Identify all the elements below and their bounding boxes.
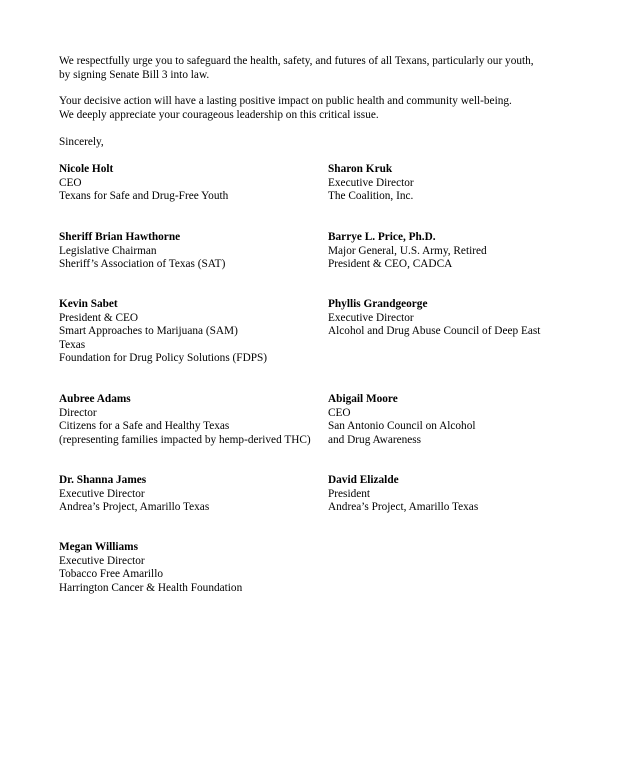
signatory-title: Executive Director [328, 176, 414, 189]
signatory-name: Kevin Sabet [59, 298, 118, 310]
signatory-name: Aubree Adams [59, 393, 131, 405]
signatory-organization: Andrea’s Project, Amarillo Texas [328, 501, 479, 513]
signatory-name: Megan Williams [59, 541, 138, 553]
signatory-note: (representing families impacted by hemp-derived THC) [59, 433, 311, 446]
appreciation-paragraph-line: We deeply appreciate your courageous leadership on this critical issue. [59, 108, 379, 121]
signature-block-aubree-adams [59, 393, 311, 447]
signature-block-kevin-sabet [59, 298, 267, 366]
signatory-organization: Tobacco Free Amarillo [59, 568, 163, 580]
appreciation-paragraph-line: Your decisive action will have a lasting positive impact on public health and community well-being. [59, 95, 512, 107]
signatory-title: Legislative Chairman [59, 244, 157, 257]
signature-block-brian-hawthorne [59, 231, 225, 272]
signatory-name: Nicole Holt [59, 163, 114, 175]
signature-block-phyllis-grandgeorge [328, 298, 540, 339]
signatory-name: Phyllis Grandgeorge [328, 298, 428, 310]
closing-text: Sincerely, [59, 136, 104, 148]
closing-salutation [59, 136, 569, 150]
signatory-name: David Elizalde [328, 474, 399, 486]
signatory-title: Executive Director [59, 487, 145, 500]
signatory-organization: San Antonio Council on Alcohol [328, 420, 476, 432]
signatory-title: Director [59, 406, 97, 419]
signatory-organization: and Drug Awareness [328, 433, 422, 446]
signatory-title: President & CEO [59, 311, 139, 324]
signatory-organization: Citizens for a Safe and Healthy Texas [59, 420, 230, 432]
signatory-title: Major General, U.S. Army, Retired [328, 244, 487, 257]
urge-paragraph [59, 55, 569, 82]
signatory-name: Sharon Kruk [328, 163, 393, 175]
signatory-organization: Texas [59, 338, 86, 351]
signature-block-sharon-kruk [328, 163, 414, 204]
signatory-name: Abigail Moore [328, 393, 398, 405]
appreciation-paragraph [59, 95, 569, 122]
signatory-organization: Smart Approaches to Marijuana (SAM) [59, 325, 238, 337]
signatory-name: Dr. Shanna James [59, 474, 147, 486]
signatory-organization: Texans for Safe and Drug-Free Youth [59, 190, 229, 202]
signatory-organization: President & CEO, CADCA [328, 258, 453, 270]
signatory-organization: Sheriff’s Association of Texas (SAT) [59, 258, 226, 270]
signature-block-nicole-holt [59, 163, 228, 204]
signatory-organization: Harrington Cancer & Health Foundation [59, 581, 243, 594]
signatory-title: CEO [328, 406, 351, 419]
urge-paragraph-line: We respectfully urge you to safeguard the health, safety, and futures of all Texans, particularly our youth, [59, 55, 534, 67]
signatory-organization: The Coalition, Inc. [328, 190, 414, 202]
signature-block-megan-williams [59, 541, 242, 595]
signatory-organization: Andrea’s Project, Amarillo Texas [59, 501, 210, 513]
signatory-title: Executive Director [59, 554, 145, 567]
signature-block-barrye-price [328, 231, 487, 272]
signatory-organization: Foundation for Drug Policy Solutions (FDPS) [59, 352, 268, 364]
signatory-title: CEO [59, 176, 82, 189]
urge-paragraph-line: by signing Senate Bill 3 into law. [59, 68, 210, 81]
signatory-name: Barrye L. Price, Ph.D. [328, 231, 436, 243]
signature-block-shanna-james [59, 474, 209, 515]
signature-block-abigail-moore [328, 393, 476, 447]
signatory-title: Executive Director [328, 311, 414, 324]
signatory-title: President [328, 487, 371, 500]
signature-block-david-elizalde [328, 474, 478, 515]
signatory-name: Sheriff Brian Hawthorne [59, 231, 181, 243]
signatory-organization: Alcohol and Drug Abuse Council of Deep East [328, 325, 541, 337]
